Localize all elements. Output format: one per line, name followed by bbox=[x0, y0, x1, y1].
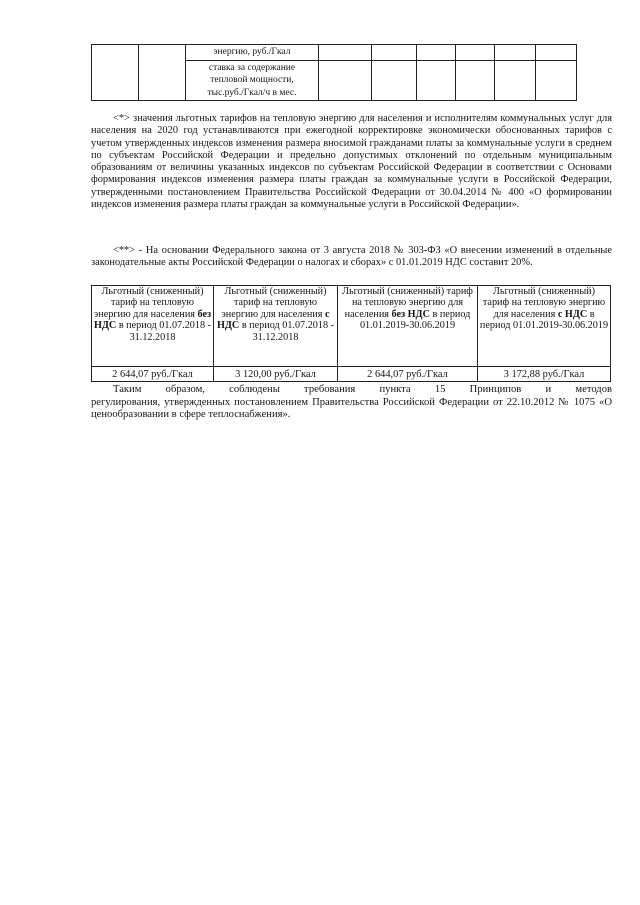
conclusion-paragraph bbox=[91, 384, 612, 422]
table-cell bbox=[536, 60, 577, 101]
table-cell bbox=[495, 45, 536, 61]
table-row bbox=[92, 45, 577, 61]
table-cell-value: 3 120,00 руб./Гкал bbox=[214, 367, 338, 382]
table-cell bbox=[319, 45, 372, 61]
table-cell bbox=[417, 45, 456, 61]
table-header-cell: Льготный (сниженный) тариф на тепловую энергию для населения с НДС в период 01.01.2019-30.06.2019 bbox=[478, 286, 611, 367]
table-header-row bbox=[92, 286, 611, 367]
table-cell bbox=[139, 45, 186, 101]
table-cell bbox=[495, 60, 536, 101]
footnote-marker: <**> bbox=[113, 245, 136, 256]
table-cell-label: энергию, руб./Гкал bbox=[186, 45, 319, 61]
cell-line: ставка за содержание bbox=[208, 62, 296, 73]
footnote-2 bbox=[91, 245, 612, 270]
table-cell bbox=[319, 60, 372, 101]
table-cell bbox=[372, 45, 417, 61]
table-cell-label bbox=[186, 60, 319, 101]
conclusion-text: регулирования, утвержденных постановлением Правительства Российской Федерации от 22.10.2012 № 1075 «О ценообразовании в сфере теплоснабжения». bbox=[91, 396, 612, 421]
table-header-cell: Льготный (сниженный) тариф на тепловую энергию для населения без НДС в период 01.07.2018 - 31.12.2018 bbox=[92, 286, 214, 367]
table-cell-value: 3 172,88 руб./Гкал bbox=[478, 367, 611, 382]
footnote-text: значения льготных тарифов на тепловую энергию для населения и исполнителям коммунальных услуг для населения на 2020 год устанавливаются при ежегодной корректировке экономически обоснованных тарифов с учетом утвержденных индексов изменения размера вносимой гражданами платы за коммунальные услуги в среднем по субъектам Российской Федерации и предельно допустимых отклонений по отдельным муниципальным образованиям от величины указанных индексов по субъектам Российской Федерации в соответствии с Основами формирования индексов изменения размера платы граждан за коммунальные услуги в Российской Федерации, утвержденными постановлением Правительства Российской Федерации от 30.04.2014 № 400 «О формировании индексов изменения размера платы граждан за коммунальные услуги в Российской Федерации». bbox=[91, 113, 612, 211]
table-cell bbox=[536, 45, 577, 61]
table-cell-value: 2 644,07 руб./Гкал bbox=[92, 367, 214, 382]
table-header-cell: Льготный (сниженный) тариф на тепловую энергию для населения с НДС в период 01.07.2018 - 31.12.2018 bbox=[214, 286, 338, 367]
table-cell bbox=[456, 60, 495, 101]
cell-line: тепловой мощности, bbox=[210, 75, 294, 85]
table-cell bbox=[92, 45, 139, 101]
reduced-tariff-table bbox=[91, 285, 611, 382]
table-cell bbox=[456, 45, 495, 61]
cell-line: тыс.руб./Гкал/ч в мес. bbox=[207, 87, 297, 98]
table-cell-value: 2 644,07 руб./Гкал bbox=[338, 367, 478, 382]
footnote-marker: <*> bbox=[113, 113, 130, 124]
conclusion-line-1: Таким образом, соблюдены требования пункта 15 Принципов и методов bbox=[113, 384, 612, 395]
footnote-text: - На основании Федерального закона от 3 августа 2018 № 303-ФЗ «О внесении изменений в отдельные законодательные акты Российской Федерации о налогах и сборах» с 01.01.2019 НДС составит 20%. bbox=[91, 245, 612, 269]
table-cell bbox=[417, 60, 456, 101]
table-cell bbox=[372, 60, 417, 101]
table-row bbox=[92, 367, 611, 382]
footnote-1 bbox=[91, 113, 612, 211]
tariff-continuation-table bbox=[91, 44, 577, 101]
table-header-cell: Льготный (сниженный) тариф на тепловую энергию для населения без НДС в период 01.01.2019-30.06.2019 bbox=[338, 286, 478, 367]
